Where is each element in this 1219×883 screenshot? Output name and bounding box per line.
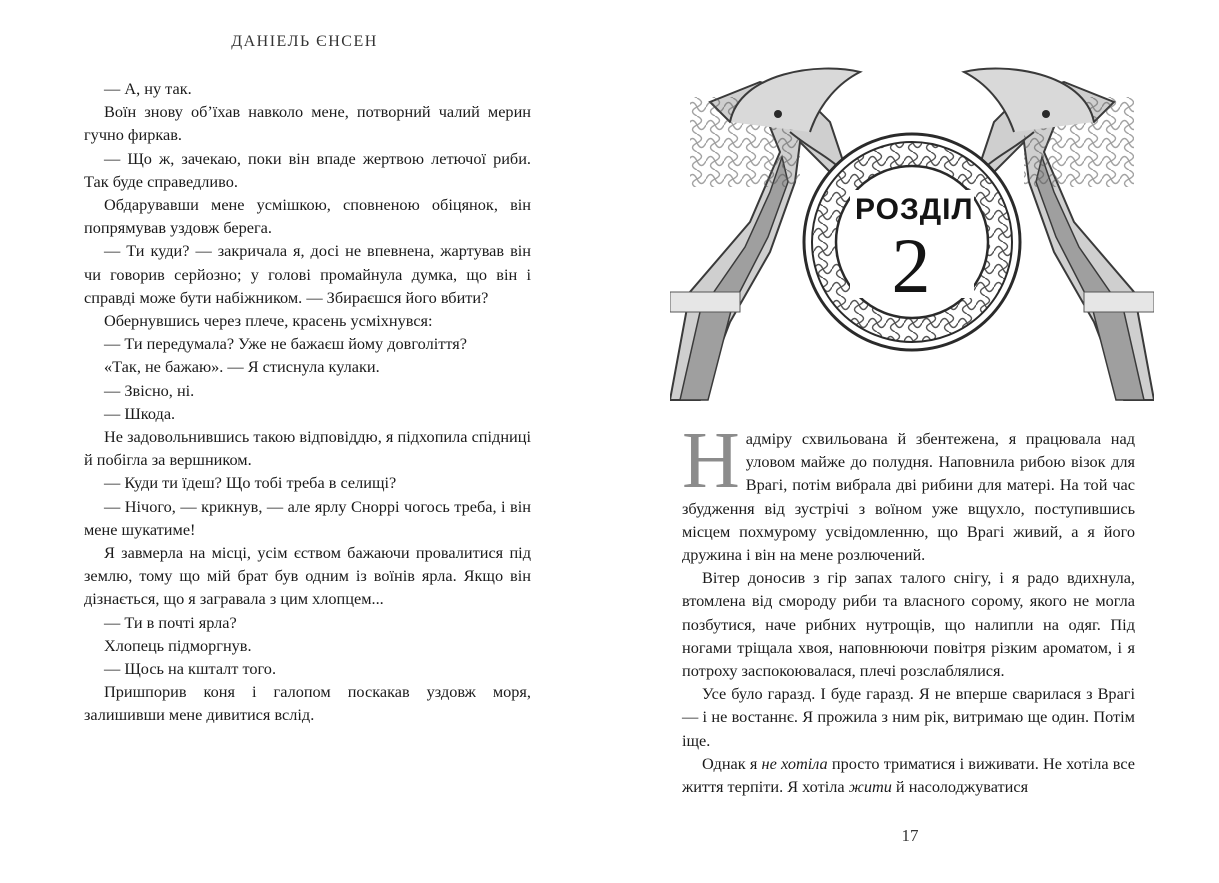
- paragraph: — Ти в почті ярла?: [104, 612, 237, 632]
- paragraph: Обернувшись через плече, красень усміхнувся:: [104, 311, 433, 331]
- paragraph: Обдарувавши мене усмішкою, сповненою обіцянок, він попрямував уздовж берега.: [84, 195, 531, 238]
- paragraph-text: Однак я: [702, 753, 762, 773]
- running-head: ДАНІЕЛЬ ЄНСЕН: [231, 33, 378, 50]
- paragraph: Хлопець підморгнув.: [104, 635, 252, 655]
- paragraph: «Так, не бажаю». — Я стиснула кулаки.: [104, 357, 380, 377]
- left-page: [0, 0, 609, 883]
- left-text-block: [84, 77, 531, 727]
- paragraph: — Куди ти їдеш? Що тобі треба в селищі?: [104, 473, 397, 493]
- paragraph-text: просто триматися і виживати. Не хотіла все життя терпіти. Я хотіла: [682, 753, 1136, 797]
- paragraph: — Нічого, — крикнув, — але ярлу Сноррі чогось треба, і він мене шукатиме!: [84, 496, 531, 539]
- chapter-number: 2: [891, 222, 931, 309]
- right-text-block: [682, 417, 1136, 798]
- paragraph-text: адміру схвильована й збентежена, я працювала над уловом майже до полудня. Наповнила рибою візок для Врагі, потім вибрала дві рибини для матері. На той час збудження від зустрічі з воїном уже вщухло, поступившись місцем похмурому усвідомленню, що Врагі живий, а я його дружина і він на мене розлючений.: [682, 429, 1135, 565]
- paragraph: — Ти передумала? Уже не бажаєш йому довголіття?: [104, 334, 467, 354]
- paragraph: Воїн знову об’їхав навколо мене, потворний чалий мерин гучно фиркав.: [84, 102, 531, 145]
- paragraph: — Що ж, зачекаю, поки він впаде жертвою летючої риби. Так буде справедливо.: [84, 148, 531, 191]
- emphasis-text: не хотіла: [761, 753, 828, 773]
- paragraph: Вітер доносив з гір запах талого снігу, і я радо вдихнула, втомлена від смороду риби та власного сорому, якого не могла позбутися, наче рибних нутрощів, що налипли на одяг. Під ногами тріщала хвоя, наповнюючи повітря різким ароматом, і я потроху заспокоювалася, плечі розслаблялися.: [682, 568, 1135, 681]
- paragraph: Не задовольнившись такою відповіддю, я підхопила спідниці й побігла за вершником.: [84, 427, 531, 470]
- paragraph: Пришпорив коня і галопом поскакав уздовж моря, залишивши мене дивитися вслід.: [84, 682, 531, 725]
- paragraph: [682, 417, 1135, 566]
- paragraph: Я завмерла на місці, усім єством бажаючи провалитися під землю, тому що мій брат був одним із воїнів ярла. Якщо він дізнається, що я загравала з цим хлопцем...: [84, 543, 531, 609]
- emphasis-text: жити: [848, 777, 892, 797]
- paragraph: Усе було гаразд. І буде гаразд. Я не вперше сварилася з Врагі — і не востаннє. Я прожила з ним рік, витримаю ще один. Потім іще.: [682, 684, 1135, 750]
- paragraph-text: й насолоджуватися: [891, 777, 1029, 797]
- page-number: 17: [901, 826, 919, 845]
- paragraph: — Звісно, ні.: [104, 380, 195, 400]
- paragraph: — А, ну так.: [104, 79, 192, 98]
- paragraph: [682, 752, 1135, 798]
- paragraph: — Щось на кшталт того.: [104, 659, 277, 679]
- chapter-label: РОЗДІЛ: [855, 193, 974, 226]
- drop-cap: Н: [682, 417, 740, 505]
- paragraph: — Шкода.: [104, 403, 176, 423]
- paragraph: — Ти куди? — закричала я, досі не впевнена, жартував він чи говорив серйозно; у голові промайнула думка, що він і справді може бути набіжником. — Збираєшся його вбити?: [84, 241, 531, 307]
